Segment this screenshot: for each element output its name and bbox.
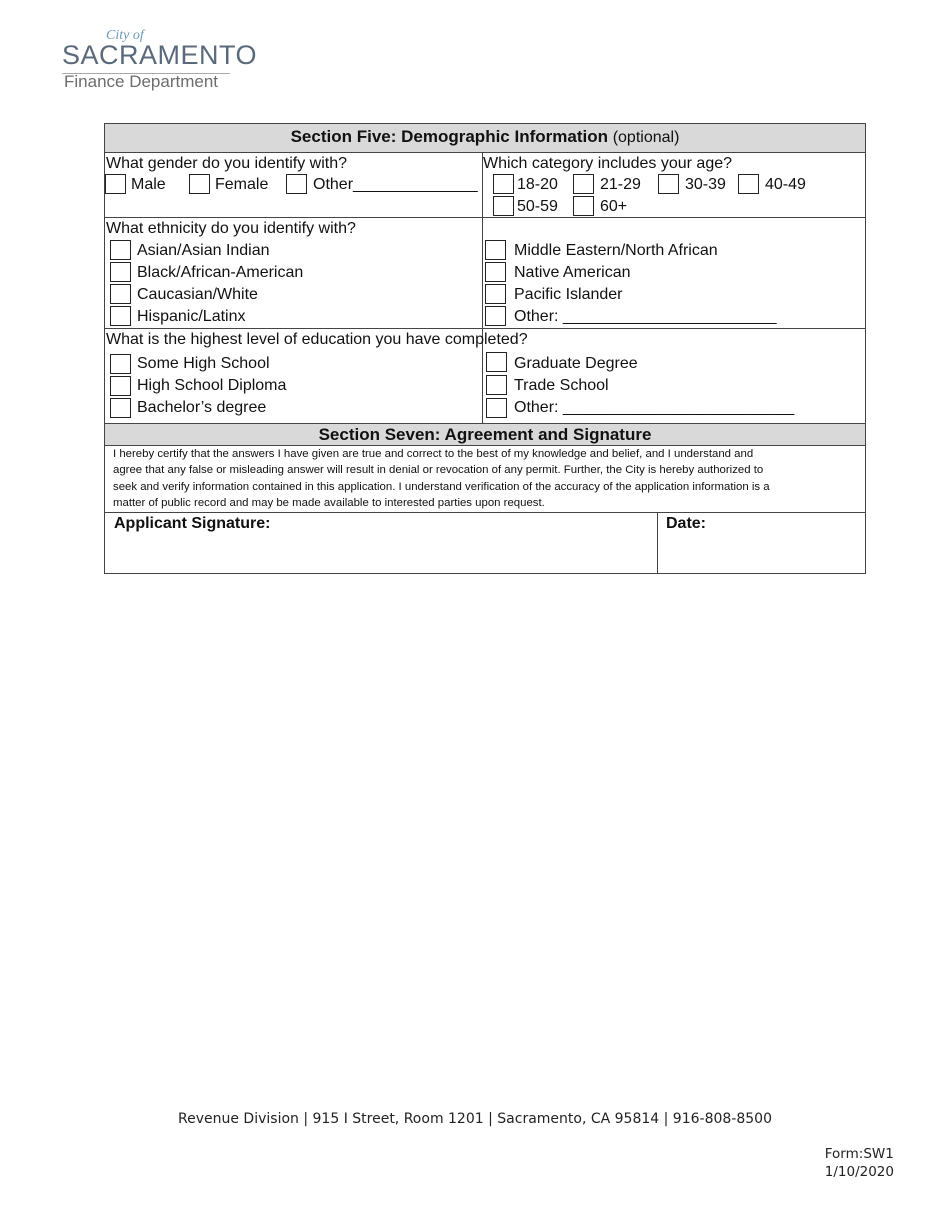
ethnicity-question: What ethnicity do you identify with? xyxy=(106,220,356,237)
certification-line: agree that any false or misleading answer will result in denial or revocation of any permit. Further, the City is hereby authorized to xyxy=(113,464,764,477)
education-high-school-diploma-checkbox[interactable] xyxy=(110,376,131,396)
ethnicity-black-checkbox[interactable] xyxy=(110,262,131,282)
education-trade-school-checkbox[interactable] xyxy=(486,375,507,395)
signature-field[interactable] xyxy=(105,513,657,574)
ethnicity-hispanic-checkbox[interactable] xyxy=(110,306,131,326)
ethnicity-other-label: Other: ________________________ xyxy=(514,308,777,325)
gender-other-label: Other______________ xyxy=(313,176,478,193)
age-50-59-label: 50-59 xyxy=(517,198,558,215)
education-high-school-diploma-label: High School Diploma xyxy=(137,377,287,394)
logo-name: SACRAMENTO xyxy=(62,40,258,70)
date-field[interactable] xyxy=(658,513,865,574)
gender-female-label: Female xyxy=(215,176,269,193)
demographic-form xyxy=(104,123,866,574)
education-question: What is the highest level of education you have completed? xyxy=(106,331,528,348)
ethnicity-black-label: Black/African-American xyxy=(137,264,304,281)
ethnicity-pacific-islander-label: Pacific Islander xyxy=(514,286,623,303)
age-50-59-checkbox[interactable] xyxy=(493,196,514,216)
ethnicity-asian-label: Asian/Asian Indian xyxy=(137,242,270,259)
form-number xyxy=(825,1145,894,1181)
ethnicity-pacific-islander-checkbox[interactable] xyxy=(485,284,506,304)
city-logo xyxy=(62,28,258,98)
column-divider xyxy=(482,152,483,424)
ethnicity-caucasian-checkbox[interactable] xyxy=(110,284,131,304)
age-18-20-checkbox[interactable] xyxy=(493,174,514,194)
education-some-high-school-label: Some High School xyxy=(137,355,270,372)
section-five-header xyxy=(105,124,865,152)
age-60-plus-label: 60+ xyxy=(600,198,628,215)
ethnicity-other-checkbox[interactable] xyxy=(485,306,506,326)
ethnicity-middle-eastern-label: Middle Eastern/North African xyxy=(514,242,718,259)
ethnicity-asian-checkbox[interactable] xyxy=(110,240,131,260)
age-30-39-checkbox[interactable] xyxy=(658,174,679,194)
education-bachelors-checkbox[interactable] xyxy=(110,398,131,418)
education-other-checkbox[interactable] xyxy=(486,398,507,418)
education-some-high-school-checkbox[interactable] xyxy=(110,354,131,374)
education-other-label: Other: __________________________ xyxy=(514,399,795,416)
age-60-plus-checkbox[interactable] xyxy=(573,196,594,216)
date-label: Date: xyxy=(666,515,707,532)
gender-female-checkbox[interactable] xyxy=(189,174,210,194)
age-30-39-label: 30-39 xyxy=(685,176,726,193)
certification-line: I hereby certify that the answers I have given are true and correct to the best of my knowledge and belief, and I understand and xyxy=(113,448,754,460)
education-trade-school-label: Trade School xyxy=(514,377,609,394)
divider xyxy=(105,328,865,329)
age-18-20-label: 18-20 xyxy=(517,176,558,193)
section-five-title: Section Five: Demographic Information xyxy=(290,127,608,146)
section-five-optional: (optional) xyxy=(612,129,680,146)
section-seven-header xyxy=(105,424,865,445)
education-bachelors-label: Bachelor’s degree xyxy=(137,399,267,416)
gender-male-checkbox[interactable] xyxy=(105,174,126,194)
certification-line: seek and verify information contained in this application. I understand verification of the accuracy of the application information is a xyxy=(113,480,770,493)
logo-city-of: City of xyxy=(106,28,144,43)
divider xyxy=(105,152,865,153)
footer-address: Revenue Division | 915 I Street, Room 1201 | Sacramento, CA 95814 | 916-808-8500 xyxy=(178,1111,772,1127)
ethnicity-hispanic-label: Hispanic/Latinx xyxy=(137,308,246,325)
education-graduate-degree-checkbox[interactable] xyxy=(486,352,507,372)
certification-text xyxy=(113,446,853,511)
gender-question: What gender do you identify with? xyxy=(106,155,348,172)
age-40-49-checkbox[interactable] xyxy=(738,174,759,194)
ethnicity-native-american-checkbox[interactable] xyxy=(485,262,506,282)
age-question: Which category includes your age? xyxy=(483,155,733,172)
section-seven-title: Section Seven: Agreement and Signature xyxy=(318,425,652,444)
education-graduate-degree-label: Graduate Degree xyxy=(514,355,638,372)
certification-line: matter of public record and may be made available to interested parties upon request. xyxy=(113,496,545,509)
age-40-49-label: 40-49 xyxy=(765,176,806,193)
signature-label: Applicant Signature: xyxy=(114,515,271,532)
gender-male-label: Male xyxy=(131,176,166,193)
form-id: Form:SW1 xyxy=(824,1146,894,1162)
ethnicity-middle-eastern-checkbox[interactable] xyxy=(485,240,506,260)
age-21-29-checkbox[interactable] xyxy=(573,174,594,194)
logo-department: Finance Department xyxy=(64,72,219,91)
ethnicity-caucasian-label: Caucasian/White xyxy=(137,286,258,303)
gender-other-checkbox[interactable] xyxy=(286,174,307,194)
divider xyxy=(105,217,865,218)
age-21-29-label: 21-29 xyxy=(600,176,641,193)
form-date: 1/10/2020 xyxy=(824,1164,894,1180)
ethnicity-native-american-label: Native American xyxy=(514,264,631,281)
